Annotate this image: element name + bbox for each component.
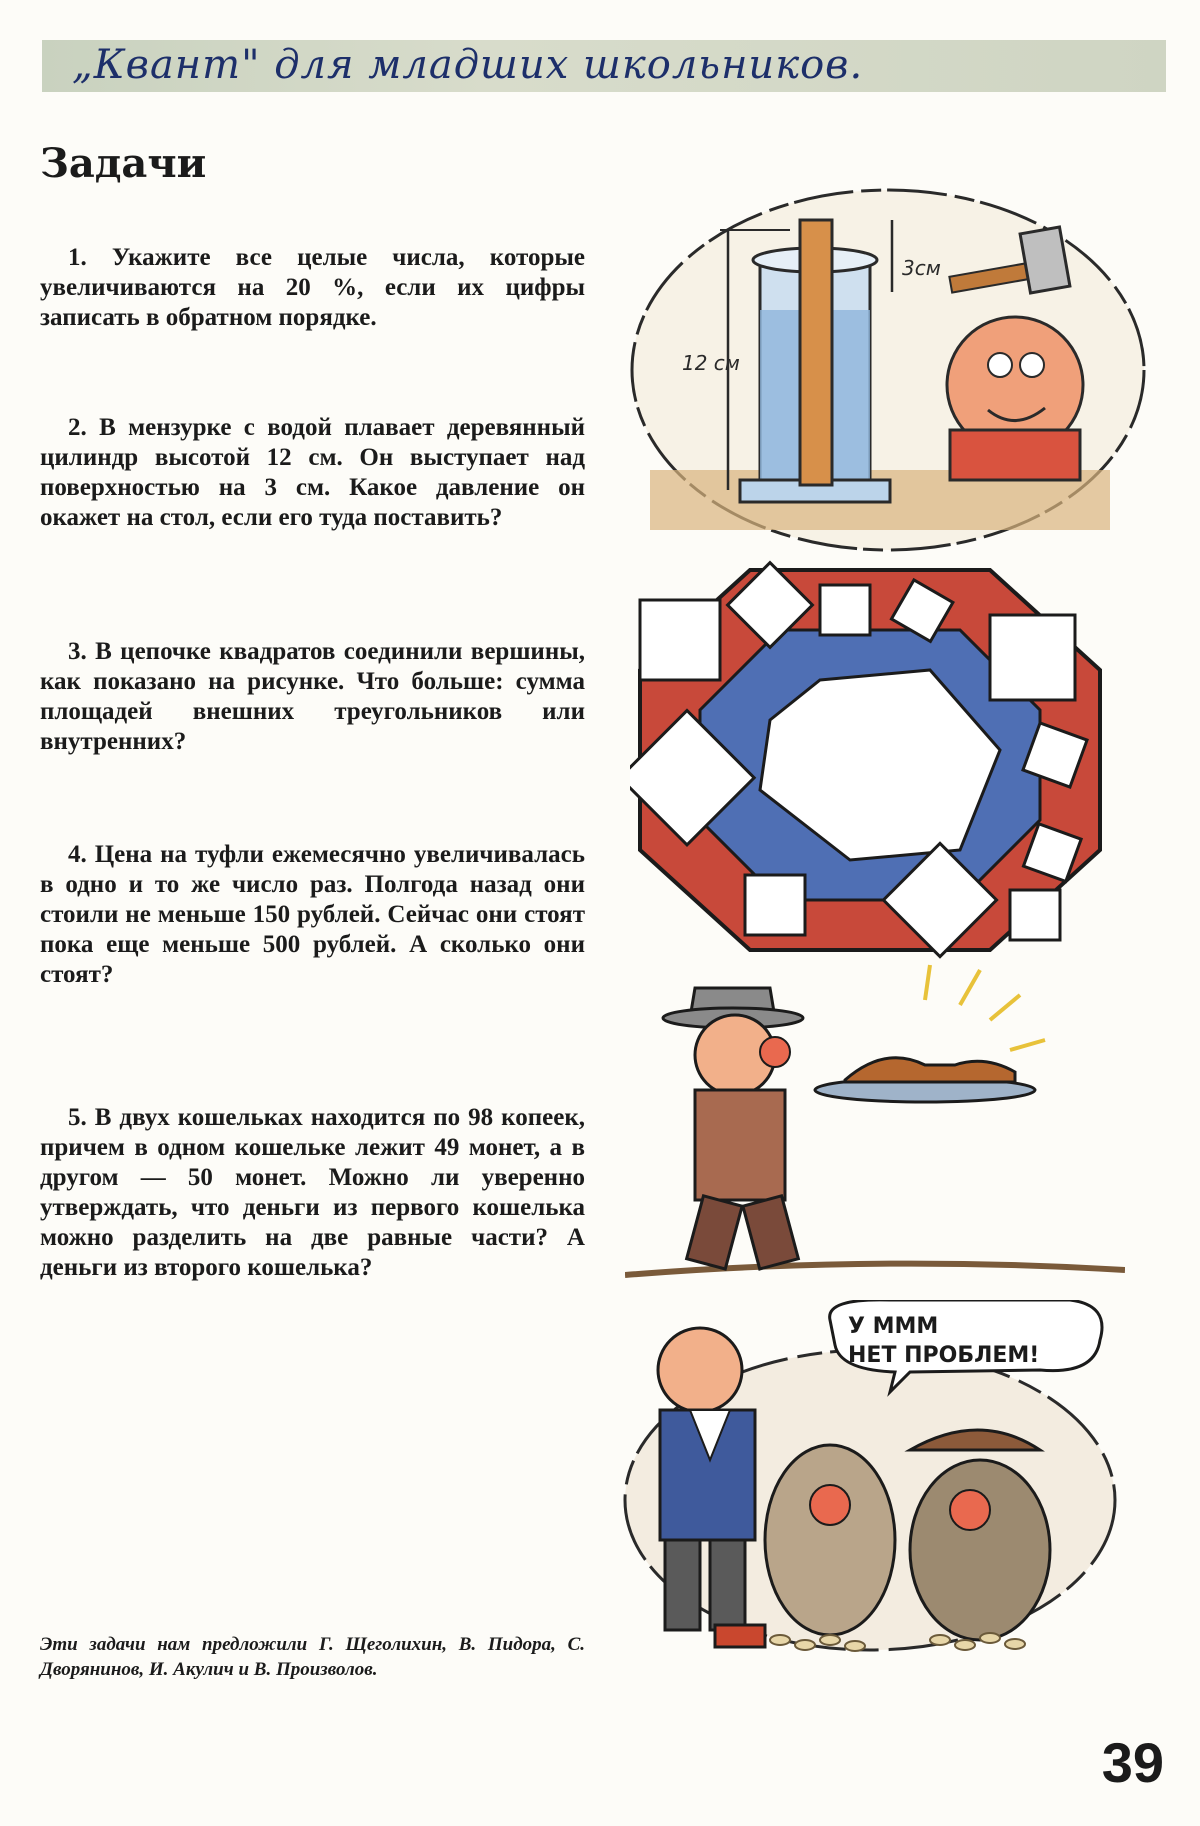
- problem-2: 2. В мензурке с водой плавает деревянный цилиндр высотой 12 см. Он выступает над поверхностью на 3 см. Какое давление он окажет на стол, если его туда поставить?: [40, 414, 586, 531]
- label-height: 12 см: [682, 351, 740, 375]
- bearded-man: [765, 1445, 895, 1635]
- square: [640, 600, 720, 680]
- squares-chain-diagram: [630, 560, 1120, 960]
- shoes-on-tray: [815, 1058, 1035, 1102]
- cartoon-kid: [947, 317, 1083, 480]
- square: [1010, 890, 1060, 940]
- problem-5: 5. В двух кошельках находится по 98 копеек, причем в одном кошельке лежит 49 монет, а в другом — 50 монет. Можно ли уверенно утверждать, что деньги из первого кошелька можно разделить на две равные части? А деньги из второго кошелька?: [40, 1104, 585, 1281]
- header-banner: [42, 40, 1166, 92]
- square: [820, 585, 870, 635]
- problem-text: Цена на туфли ежемесячно увеличивалась в одно и то же число раз. Полгода назад они стоили не меньше 150 рублей. Сейчас они стоят пока еще меньше 500 рублей. А сколько они стоят?: [40, 841, 585, 988]
- man-with-shoes-illustration: [625, 960, 1125, 1290]
- label-protrusion: 3см: [902, 256, 941, 280]
- page-number: 39: [1101, 1731, 1164, 1794]
- wooden-cylinder: [800, 220, 832, 485]
- men-with-coins-illustration: [610, 1300, 1120, 1660]
- man-figure: [663, 988, 803, 1269]
- problem-text: В цепочке квадратов соединили вершины, как показано на рисунке. Что больше: сумма площадей внешних треугольников или внутренних?: [40, 638, 585, 755]
- problem-text: В мензурке с водой плавает деревянный цилиндр высотой 12 см. Он выступает над поверхностью на 3 см. Какое давление он окажет на стол, если его туда поставить?: [40, 414, 586, 531]
- speech-line-1: У МММ: [848, 1314, 939, 1339]
- problem-1: 1. Укажите все целые числа, которые увеличиваются на 20 %, если их цифры записать в обратном порядке.: [40, 244, 585, 331]
- cylinder-illustration: [620, 180, 1150, 560]
- problem-3: 3. В цепочке квадратов соединили вершины, как показано на рисунке. Что больше: сумма площадей внешних треугольников или внутренних?: [40, 638, 585, 755]
- square: [990, 615, 1075, 700]
- banner-handwritten-title: „Квант" для младших школьников.: [72, 42, 864, 88]
- square: [745, 875, 805, 935]
- speech-line-2: НЕТ ПРОБЛЕМ!: [848, 1343, 1040, 1368]
- problem-text: Укажите все целые числа, которые увеличиваются на 20 %, если их цифры записать в обратном порядке.: [40, 244, 585, 331]
- problem-4: 4. Цена на туфли ежемесячно увеличивалась в одно и то же число раз. Полгода назад они стоили не меньше 150 рублей. Сейчас они стоят пока еще меньше 500 рублей. А сколько они стоят?: [40, 841, 585, 988]
- credits: Эти задачи нам предложили Г. Щеголихин, В. Пидора, С. Дворянинов, И. Акулич и В. Произволов.: [40, 1634, 585, 1680]
- problem-text: В двух кошельках находится по 98 копеек, причем в одном кошельке лежит 49 монет, а в другом — 50 монет. Можно ли уверенно утверждать, что деньги из первого кошелька можно разделить на две равные части? А деньги из второго кошелька?: [40, 1104, 585, 1281]
- section-title: Задачи: [40, 140, 207, 187]
